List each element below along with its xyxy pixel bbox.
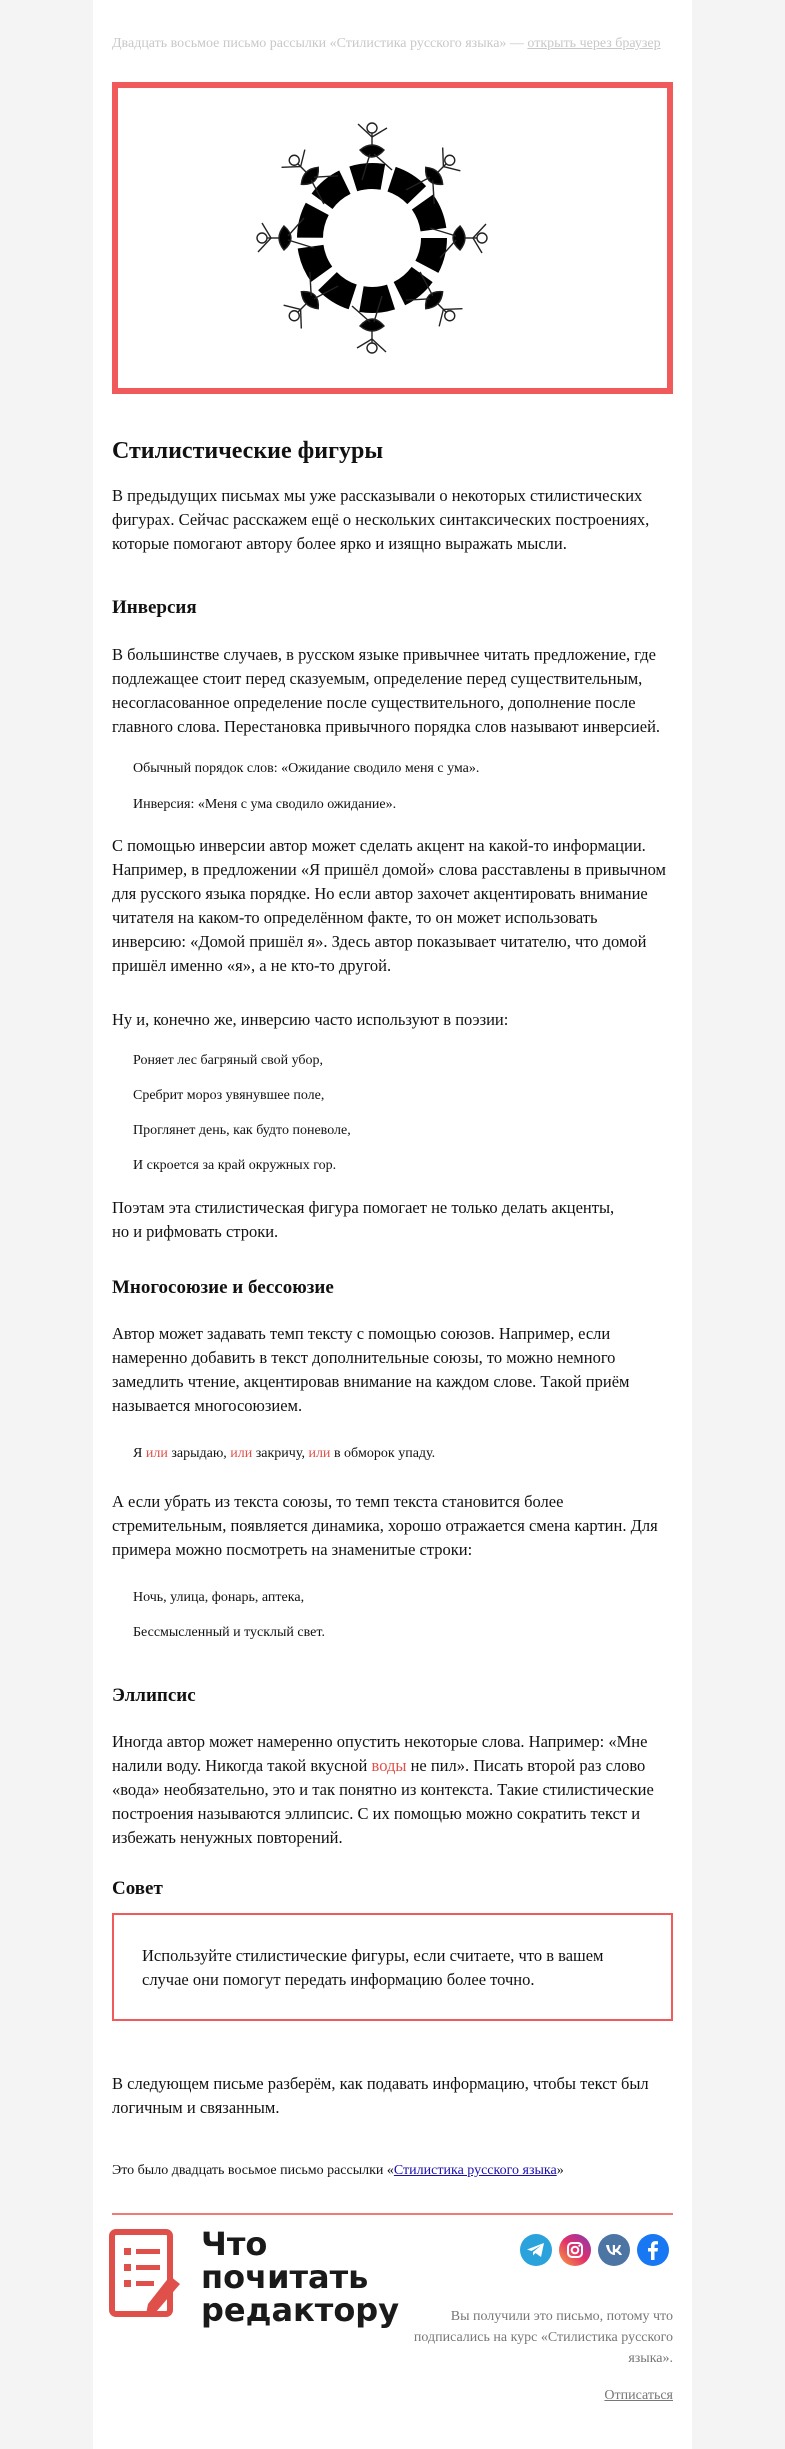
footer-divider: [112, 2213, 673, 2215]
page-title: Стилистические фигуры: [112, 438, 384, 464]
next-letter-paragraph: В следующем письме разберём, как подавать информацию, чтобы текст был логичным и связанным.: [112, 2074, 649, 2117]
intro-paragraph: В предыдущих письмах мы уже рассказывали о некоторых стилистических фигурах. Сейчас расскажем ещё о нескольких синтаксических построениях, которые помогают автору более ярко и изящно выражать мысли.: [112, 486, 650, 553]
advice-text: Используйте стилистические фигуры, если считаете, что в вашем случае они помогут передать информацию более точно.: [142, 1946, 604, 1989]
inversion-paragraph-1: В большинстве случаев, в русском языке привычнее читать предложение, где подлежащее стоит перед сказуемым, определение перед существительным, несогласованное определение после существительного, дополнение после главного слова. Перестановка привычного порядка слов называют инверсией.: [112, 645, 661, 736]
logo-wordmark: Что почитать редактору: [201, 2225, 400, 2329]
polysyndeton-heading: Многосоюзие и бессоюзие: [112, 1277, 334, 1298]
preheader: Двадцать восьмое письмо рассылки «Стилистика русского языка» — открыть через браузер: [112, 36, 661, 51]
poem-line: Сребрит мороз увянувшее поле,: [133, 1088, 325, 1103]
inversion-heading: Инверсия: [112, 597, 197, 618]
polysyndeton-paragraph-2: А если убрать из текста союзы, то темп текста становится более стремительным, появляется динамика, хорошо отражается смена картин. Для примера можно посмотреть на знаменитые строки:: [112, 1492, 658, 1559]
instagram-icon[interactable]: [559, 2234, 591, 2266]
inversion-paragraph-3: Ну и, конечно же, инверсию часто используют в поэзии:: [112, 1010, 509, 1029]
unsubscribe-link[interactable]: Отписаться: [604, 2388, 673, 2403]
advice-heading: Совет: [112, 1878, 163, 1899]
logo-icon: [108, 2228, 184, 2320]
ellipsis-paragraph: Иногда автор может намеренно опустить некоторые слова. Например: «Мне налили воду. Никогда такой вкусной воды не пил». Писать второй раз слово «вода» необязательно, это и так понятно из контекста. Такие стилистические построения называются эллипсис. С их помощью можно сократить текст и избежать ненужных повторений.: [112, 1732, 654, 1847]
polysyndeton-example: Я или зарыдаю, или закричу, или в обморок упаду.: [133, 1446, 436, 1461]
course-link[interactable]: Стилистика русского языка: [393, 2163, 557, 2178]
inversion-paragraph-4: Поэтам эта стилистическая фигура помогает не только делать акценты, но и рифмовать строки.: [112, 1198, 615, 1241]
footer-note: Вы получили это письмо, потому что подписались на курс «Стилистика русского языка».: [413, 2309, 673, 2366]
poem-line: И скроется за край окружных гор.: [133, 1158, 337, 1173]
ballerinas-circle-illustration: [118, 88, 667, 388]
poem-line: Роняет лес багряный свой убор,: [133, 1053, 324, 1068]
inversion-example-1: Обычный порядок слов: «Ожидание сводило меня с ума».: [133, 761, 480, 776]
open-in-browser-link[interactable]: открыть через браузер: [527, 36, 661, 51]
poem-line: Проглянет день, как будто поневоле,: [133, 1123, 351, 1138]
hero-banner: [112, 82, 673, 394]
poem-line: Ночь, улица, фонарь, аптека,: [133, 1590, 305, 1605]
inversion-example-2: Инверсия: «Меня с ума сводило ожидание».: [133, 797, 397, 812]
poem-line: Бессмысленный и тусклый свет.: [133, 1625, 325, 1640]
outro-line: Это было двадцать восьмое письмо рассылки «Стилистика русского языка»: [112, 2163, 564, 2178]
vk-icon[interactable]: [598, 2234, 630, 2266]
inversion-paragraph-2: С помощью инверсии автор может сделать акцент на какой-то информации. Например, в предложении «Я пришёл домой» слова расставлены в привычном для русского языка порядке. Но если автор захочет акцентировать внимание читателя на каком-то определённом факте, то он может использовать инверсию: «Домой пришёл я». Здесь автор показывает читателю, что домой пришёл именно «я», а не кто-то другой.: [112, 836, 666, 975]
unsubscribe-wrapper: [493, 2388, 673, 2404]
polysyndeton-paragraph-1: Автор может задавать темп тексту с помощью союзов. Например, если намеренно добавить в текст дополнительные союзы, то можно немного замедлить чтение, акцентировав внимание на каждом слове. Такой приём называется многосоюзием.: [112, 1324, 630, 1415]
telegram-icon[interactable]: [520, 2234, 552, 2266]
facebook-icon[interactable]: [637, 2234, 669, 2266]
email-page: [93, 0, 692, 2449]
ellipsis-heading: Эллипсис: [112, 1685, 196, 1706]
advice-box: [112, 1913, 673, 2021]
